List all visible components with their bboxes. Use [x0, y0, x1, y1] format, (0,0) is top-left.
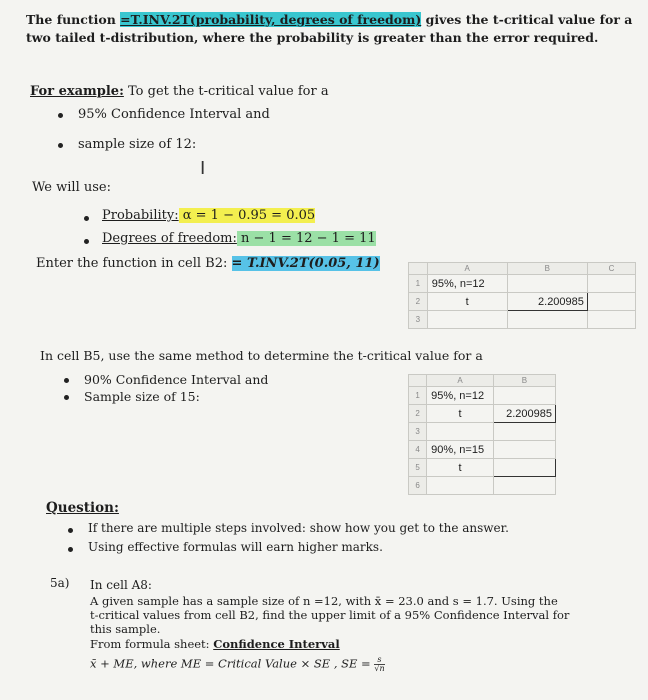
enter-function-line: Enter the function in cell B2: = T.INV.2T(0.05, 11) — [36, 256, 380, 271]
bullet-icon — [64, 378, 69, 383]
bullet-icon — [68, 547, 73, 552]
row-header: 1 — [409, 387, 427, 405]
row-header: 2 — [409, 293, 428, 311]
cell-b2[interactable]: 2.200985 — [507, 293, 587, 311]
col-header-b: B — [507, 263, 587, 275]
function-signature: =T.INV.2T(probability, degrees of freedom) — [120, 12, 422, 27]
col-header-a: A — [427, 263, 507, 275]
question-bullet-2: Using effective formulas will earn higher marks. — [88, 540, 383, 554]
cell-b3[interactable] — [507, 311, 587, 329]
bullet-icon — [84, 239, 89, 244]
bullet-icon — [58, 143, 63, 148]
cell-c3[interactable] — [587, 311, 635, 329]
example-heading: For example: To get the t-critical value for a — [30, 84, 329, 99]
probability-line: Probability: α = 1 − 0.95 = 0.05 — [102, 208, 316, 223]
question-bullet-1: If there are multiple steps involved: show how you get to the answer. — [88, 521, 509, 535]
row-header: 3 — [409, 311, 428, 329]
question-heading: Question: — [46, 500, 119, 516]
col-header-c: C — [587, 263, 635, 275]
cell-b1[interactable] — [493, 387, 555, 405]
cell-b4[interactable] — [493, 441, 555, 459]
cell-a1[interactable]: 95%, n=12 — [427, 387, 494, 405]
spreadsheet-example-1 — [408, 262, 636, 329]
cell-b5[interactable] — [493, 459, 555, 477]
intro-line-1: The function =T.INV.2T(probability, degrees of freedom) gives the t-critical value for a — [26, 12, 633, 27]
example-bullet-1: 95% Confidence Interval and — [78, 107, 270, 122]
row-header: 6 — [409, 477, 427, 495]
cell-c1[interactable] — [587, 275, 635, 293]
cell-a2[interactable]: t — [427, 293, 507, 311]
row-header: 4 — [409, 441, 427, 459]
q5a-line-3: this sample. — [90, 622, 161, 636]
cell-b3[interactable] — [493, 423, 555, 441]
formula-sheet-line: From formula sheet: Confidence Interval — [90, 637, 340, 651]
spreadsheet-example-2 — [408, 374, 556, 495]
cell-b1[interactable] — [507, 275, 587, 293]
cell-a6[interactable] — [427, 477, 494, 495]
bullet-icon — [64, 395, 69, 400]
row-header: 5 — [409, 459, 427, 477]
col-header-a: A — [427, 375, 494, 387]
b5-bullet-2: Sample size of 15: — [84, 389, 200, 404]
confidence-interval-link[interactable]: Confidence Interval — [213, 637, 340, 651]
q5a-line-2: t-critical values from cell B2, find the upper limit of a 95% Confidence Interval for — [90, 608, 570, 622]
cell-a4[interactable]: 90%, n=15 — [427, 441, 494, 459]
b5-instruction: In cell B5, use the same method to determine the t-critical value for a — [40, 348, 483, 363]
example-bullet-2: sample size of 12: — [78, 137, 197, 152]
col-header-b: B — [493, 375, 555, 387]
we-will-use: We will use: — [32, 180, 111, 195]
cell-c2[interactable] — [587, 293, 635, 311]
degrees-of-freedom-line: Degrees of freedom: n − 1 = 12 − 1 = 11 — [102, 231, 376, 246]
row-header: 3 — [409, 423, 427, 441]
bullet-icon — [84, 216, 89, 221]
bullet-icon — [68, 528, 73, 533]
row-header: 1 — [409, 275, 428, 293]
q5a-line-1: A given sample has a sample size of n =12, with x̄ = 23.0 and s = 1.7. Using the — [90, 594, 558, 608]
se-fraction: $\frac{s}{√n}$ — [374, 655, 385, 673]
cell-a3[interactable] — [427, 423, 494, 441]
ci-formula: x̄ + ME, where ME = Critical Value × SE , SE = $\frac{s}{√n}$ — [90, 655, 385, 673]
bullet-icon — [58, 113, 63, 118]
intro-line-2: two tailed t-distribution, where the probability is greater than the error required. — [26, 30, 599, 45]
q5a-cell: In cell A8: — [90, 578, 152, 592]
cell-a5[interactable]: t — [427, 459, 494, 477]
cell-a2[interactable]: t — [427, 405, 494, 423]
row-header: 2 — [409, 405, 427, 423]
cell-a1[interactable]: 95%, n=12 — [427, 275, 507, 293]
question-label: 5a) — [50, 576, 70, 590]
cell-a3[interactable] — [427, 311, 507, 329]
cell-b6[interactable] — [493, 477, 555, 495]
cell-b2[interactable]: 2.200985 — [493, 405, 555, 423]
text-cursor-icon: I — [200, 158, 206, 179]
b5-bullet-1: 90% Confidence Interval and — [84, 372, 269, 387]
